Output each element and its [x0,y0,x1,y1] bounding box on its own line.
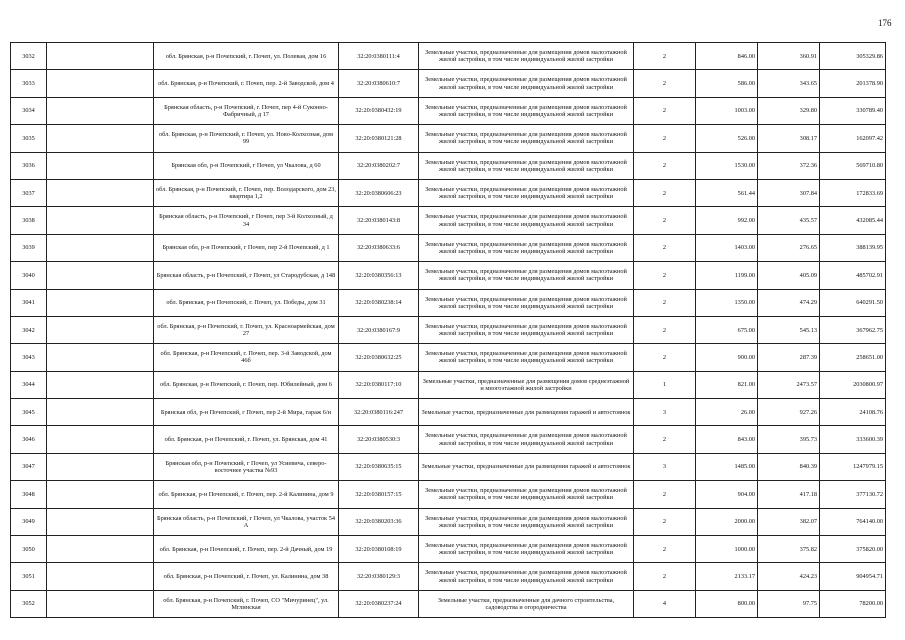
group-cell: 2 [634,97,696,124]
group-cell: 1 [634,371,696,398]
area-cell: 2000.00 [696,508,758,535]
cadastral-value-cell: 764140.00 [820,508,886,535]
row-number: 3049 [11,508,47,535]
cadastral-number-cell: 32:20:0380203:36 [339,508,419,535]
blank-cell [47,234,154,261]
cadastral-number-cell: 32:20:0380111:4 [339,43,419,70]
row-number: 3047 [11,453,47,480]
specific-value-cell: 435.57 [758,207,820,234]
cadastral-number-cell: 32:20:0380157:15 [339,481,419,508]
area-cell: 586.00 [696,70,758,97]
group-cell: 2 [634,289,696,316]
cadastral-number-cell: 32:20:0380121:28 [339,125,419,152]
table-row [11,426,886,453]
land-use-cell: Земельные участки, предназначенные для размещения домов малоэтажной жилой застройки, в том числе индивидуальной жилой застройки [419,289,634,316]
row-number: 3036 [11,152,47,179]
group-cell: 2 [634,207,696,234]
blank-cell [47,371,154,398]
specific-value-cell: 360.91 [758,43,820,70]
group-cell: 2 [634,563,696,590]
blank-cell [47,97,154,124]
table-row [11,344,886,371]
land-use-cell: Земельные участки, предназначенные для размещения домов малоэтажной жилой застройки, в том числе индивидуальной жилой застройки [419,207,634,234]
land-use-cell: Земельные участки, предназначенные для размещения домов малоэтажной жилой застройки, в том числе индивидуальной жилой застройки [419,97,634,124]
area-cell: 1403.00 [696,234,758,261]
address-cell: обл. Брянская, р-н Почепский, г. Почеп, пер. 2-й Дачный, дом 19 [154,536,339,563]
specific-value-cell: 405.09 [758,262,820,289]
group-cell: 2 [634,234,696,261]
area-cell: 1003.00 [696,97,758,124]
row-number: 3044 [11,371,47,398]
page-number: 176 [878,18,892,28]
specific-value-cell: 424.23 [758,563,820,590]
cadastral-number-cell: 32:20:0380530:3 [339,426,419,453]
group-cell: 2 [634,125,696,152]
area-cell: 2133.17 [696,563,758,590]
specific-value-cell: 97.75 [758,590,820,617]
area-cell: 992.00 [696,207,758,234]
row-number: 3046 [11,426,47,453]
specific-value-cell: 308.17 [758,125,820,152]
land-use-cell: Земельные участки, предназначенные для размещения домов малоэтажной жилой застройки, в том числе индивидуальной жилой застройки [419,563,634,590]
blank-cell [47,508,154,535]
cadastral-value-table [10,42,886,618]
land-use-cell: Земельные участки, предназначенные для размещения домов малоэтажной жилой застройки, в том числе индивидуальной жилой застройки [419,481,634,508]
specific-value-cell: 276.65 [758,234,820,261]
blank-cell [47,453,154,480]
blank-cell [47,399,154,426]
land-use-cell: Земельные участки, предназначенные для размещения домов малоэтажной жилой застройки, в том числе индивидуальной жилой застройки [419,70,634,97]
specific-value-cell: 840.39 [758,453,820,480]
land-use-cell: Земельные участки, предназначенные для размещения домов малоэтажной жилой застройки, в том числе индивидуальной жилой застройки [419,179,634,206]
address-cell: обл. Брянская, р-н Почепский, г. Почеп, СО "Мичуринец", ул. Мглинская [154,590,339,617]
row-number: 3033 [11,70,47,97]
address-cell: Брянская область, р-н Почепский, г. Почеп, пер 4-й Суконно-Фабричный, д 17 [154,97,339,124]
blank-cell [47,262,154,289]
cadastral-number-cell: 32:20:0380238:14 [339,289,419,316]
row-number: 3034 [11,97,47,124]
group-cell: 2 [634,262,696,289]
row-number: 3038 [11,207,47,234]
blank-cell [47,344,154,371]
blank-cell [47,481,154,508]
row-number: 3039 [11,234,47,261]
table-row [11,453,886,480]
blank-cell [47,207,154,234]
cadastral-value-cell: 2030800.97 [820,371,886,398]
area-cell: 26.00 [696,399,758,426]
row-number: 3048 [11,481,47,508]
address-cell: обл. Брянская, р-н Почепский, г. Почеп, ул. Брянская, дом 41 [154,426,339,453]
land-use-cell: Земельные участки, предназначенные для размещения домов малоэтажной жилой застройки, в том числе индивидуальной жилой застройки [419,508,634,535]
specific-value-cell: 287.39 [758,344,820,371]
blank-cell [47,316,154,343]
cadastral-number-cell: 32:20:0380116:247 [339,399,419,426]
group-cell: 4 [634,590,696,617]
cadastral-number-cell: 32:20:0380167:9 [339,316,419,343]
address-cell: обл. Брянская, р-н Почепский, г. Почеп, пер. 2-й Заводской, дом 4 [154,70,339,97]
cadastral-value-cell: 432085.44 [820,207,886,234]
address-cell: обл. Брянская, р-н Почепский, г. Почеп, пер. 2-й Калинина, дом 9 [154,481,339,508]
group-cell: 2 [634,43,696,70]
blank-cell [47,125,154,152]
cadastral-number-cell: 32:20:0380143:8 [339,207,419,234]
group-cell: 2 [634,481,696,508]
area-cell: 843.00 [696,426,758,453]
address-cell: обл. Брянская, р-н Почепский, г. Почеп, пер. 3-й Заводской, дом 46б [154,344,339,371]
group-cell: 2 [634,316,696,343]
cadastral-value-cell: 78200.00 [820,590,886,617]
specific-value-cell: 2473.57 [758,371,820,398]
table-row [11,289,886,316]
row-number: 3037 [11,179,47,206]
row-number: 3042 [11,316,47,343]
address-cell: Брянская обл, р-н Почепский, г Почеп, пер 2-й Мира, гараж 6/и [154,399,339,426]
table-row [11,590,886,617]
cadastral-value-cell: 485702.91 [820,262,886,289]
cadastral-value-cell: 388139.95 [820,234,886,261]
group-cell: 3 [634,399,696,426]
table-body [11,43,886,618]
area-cell: 1350.00 [696,289,758,316]
cadastral-value-cell: 377130.72 [820,481,886,508]
specific-value-cell: 474.29 [758,289,820,316]
table-row [11,508,886,535]
blank-cell [47,152,154,179]
group-cell: 2 [634,508,696,535]
cadastral-number-cell: 32:20:0380432:19 [339,97,419,124]
table-row [11,371,886,398]
area-cell: 900.00 [696,344,758,371]
area-cell: 821.00 [696,371,758,398]
address-cell: Брянская обл, р-н Почепский, г Почеп, ул Чкалова, д 60 [154,152,339,179]
land-use-cell: Земельные участки, предназначенные для размещения домов малоэтажной жилой застройки, в том числе индивидуальной жилой застройки [419,344,634,371]
address-cell: Брянская область, р-н Почепский, г Почеп, пер 3-й Колхозный, д 34 [154,207,339,234]
cadastral-number-cell: 32:20:0380237:24 [339,590,419,617]
specific-value-cell: 927.26 [758,399,820,426]
area-cell: 561.44 [696,179,758,206]
area-cell: 800.00 [696,590,758,617]
table-row [11,97,886,124]
table-row [11,262,886,289]
cadastral-value-cell: 330789.40 [820,97,886,124]
row-number: 3043 [11,344,47,371]
area-cell: 904.00 [696,481,758,508]
address-cell: обл. Брянская, р-н Почепский, г. Почеп, пер. Юбилейный, дом 6 [154,371,339,398]
table-row [11,563,886,590]
cadastral-value-cell: 201378.90 [820,70,886,97]
row-number: 3041 [11,289,47,316]
address-cell: обл. Брянская, р-н Почепский, г. Почеп, ул. Ново-Колхозная, дом 99 [154,125,339,152]
cadastral-value-cell: 640291.50 [820,289,886,316]
table-row [11,399,886,426]
blank-cell [47,70,154,97]
blank-cell [47,563,154,590]
table-row [11,207,886,234]
land-use-cell: Земельные участки, предназначенные для размещения гаражей и автостоянок [419,399,634,426]
blank-cell [47,536,154,563]
group-cell: 2 [634,152,696,179]
area-cell: 1199.00 [696,262,758,289]
land-use-cell: Земельные участки, предназначенные для размещения домов малоэтажной жилой застройки, в том числе индивидуальной жилой застройки [419,125,634,152]
area-cell: 1485.00 [696,453,758,480]
area-cell: 526.00 [696,125,758,152]
table-row [11,316,886,343]
group-cell: 2 [634,344,696,371]
row-number: 3045 [11,399,47,426]
specific-value-cell: 545.13 [758,316,820,343]
cadastral-value-cell: 162097.42 [820,125,886,152]
land-use-cell: Земельные участки, предназначенные для размещения домов малоэтажной жилой застройки, в том числе индивидуальной жилой застройки [419,262,634,289]
table-row [11,536,886,563]
specific-value-cell: 307.84 [758,179,820,206]
cadastral-number-cell: 32:20:0380356:13 [339,262,419,289]
cadastral-value-cell: 333600.39 [820,426,886,453]
cadastral-number-cell: 32:20:0380202:7 [339,152,419,179]
land-use-cell: Земельные участки, предназначенные для размещения домов малоэтажной жилой застройки, в том числе индивидуальной жилой застройки [419,43,634,70]
specific-value-cell: 417.18 [758,481,820,508]
address-cell: Брянская обл, р-н Почепский, г Почеп, ул Усиевича, северо-восточнее участка №93 [154,453,339,480]
cadastral-number-cell: 32:20:0380632:25 [339,344,419,371]
row-number: 3035 [11,125,47,152]
address-cell: Брянская область, р-н Почепский, г Почеп, ул Чкалова, участок 54 А [154,508,339,535]
group-cell: 2 [634,426,696,453]
cadastral-number-cell: 32:20:0380633:6 [339,234,419,261]
land-use-cell: Земельные участки, предназначенные для размещения домов малоэтажной жилой застройки, в том числе индивидуальной жилой застройки [419,536,634,563]
specific-value-cell: 329.80 [758,97,820,124]
land-use-cell: Земельные участки, предназначенные для размещения домов среднеэтажной и многоэтажной жилой застройки [419,371,634,398]
row-number: 3050 [11,536,47,563]
group-cell: 2 [634,70,696,97]
cadastral-number-cell: 32:20:0380610:7 [339,70,419,97]
group-cell: 3 [634,453,696,480]
table-row [11,179,886,206]
row-number: 3052 [11,590,47,617]
address-cell: Брянская обл, р-н Почепский, г Почеп, пер 2-й Почепский, д 1 [154,234,339,261]
land-use-cell: Земельные участки, предназначенные для размещения домов малоэтажной жилой застройки, в том числе индивидуальной жилой застройки [419,316,634,343]
specific-value-cell: 382.07 [758,508,820,535]
row-number: 3040 [11,262,47,289]
table-row [11,152,886,179]
cadastral-value-cell: 305329.86 [820,43,886,70]
specific-value-cell: 395.73 [758,426,820,453]
group-cell: 2 [634,536,696,563]
land-use-cell: Земельные участки, предназначенные для размещения домов малоэтажной жилой застройки, в том числе индивидуальной жилой застройки [419,426,634,453]
address-cell: обл. Брянская, р-н Почепский, г. Почеп, ул. Победы, дом 31 [154,289,339,316]
land-use-cell: Земельные участки, предназначенные для размещения гаражей и автостоянок [419,453,634,480]
blank-cell [47,590,154,617]
table-row [11,481,886,508]
table-row [11,234,886,261]
cadastral-number-cell: 32:20:0380117:10 [339,371,419,398]
row-number: 3051 [11,563,47,590]
row-number: 3032 [11,43,47,70]
area-cell: 846.00 [696,43,758,70]
group-cell: 2 [634,179,696,206]
blank-cell [47,289,154,316]
blank-cell [47,426,154,453]
blank-cell [47,179,154,206]
area-cell: 1530.00 [696,152,758,179]
cadastral-value-cell: 258651.00 [820,344,886,371]
cadastral-value-cell: 172833.69 [820,179,886,206]
land-use-cell: Земельные участки, предназначенные для дачного строительства, садоводства и огородничества [419,590,634,617]
table-row [11,70,886,97]
cadastral-value-cell: 569710.80 [820,152,886,179]
address-cell: обл. Брянская, р-н Почепский, г. Почеп, ул. Полевая, дом 16 [154,43,339,70]
area-cell: 1000.00 [696,536,758,563]
table-row [11,43,886,70]
land-use-cell: Земельные участки, предназначенные для размещения домов малоэтажной жилой застройки, в том числе индивидуальной жилой застройки [419,152,634,179]
blank-cell [47,43,154,70]
specific-value-cell: 372.36 [758,152,820,179]
cadastral-number-cell: 32:20:0380606:23 [339,179,419,206]
area-cell: 675.00 [696,316,758,343]
cadastral-number-cell: 32:20:0380635:15 [339,453,419,480]
cadastral-value-cell: 375820.00 [820,536,886,563]
address-cell: обл. Брянская, р-н Почепский, г. Почеп, пер. Володарского, дом 23, квартира 1,2 [154,179,339,206]
cadastral-value-cell: 367962.75 [820,316,886,343]
specific-value-cell: 343.65 [758,70,820,97]
address-cell: обл. Брянская, р-н Почепский, г. Почеп, ул. Калинина, дом 38 [154,563,339,590]
cadastral-value-cell: 1247979.15 [820,453,886,480]
cadastral-number-cell: 32:20:0380108:19 [339,536,419,563]
specific-value-cell: 375.82 [758,536,820,563]
cadastral-value-cell: 24108.76 [820,399,886,426]
table-row [11,125,886,152]
address-cell: обл. Брянская, р-н Почепский, г. Почеп, ул. Красноармейская, дом 27 [154,316,339,343]
address-cell: Брянская область, р-н Почепский, г Почеп, ул Стародубская, д 148 [154,262,339,289]
cadastral-number-cell: 32:20:0380129:3 [339,563,419,590]
cadastral-value-cell: 904954.71 [820,563,886,590]
land-use-cell: Земельные участки, предназначенные для размещения домов малоэтажной жилой застройки, в том числе индивидуальной жилой застройки [419,234,634,261]
